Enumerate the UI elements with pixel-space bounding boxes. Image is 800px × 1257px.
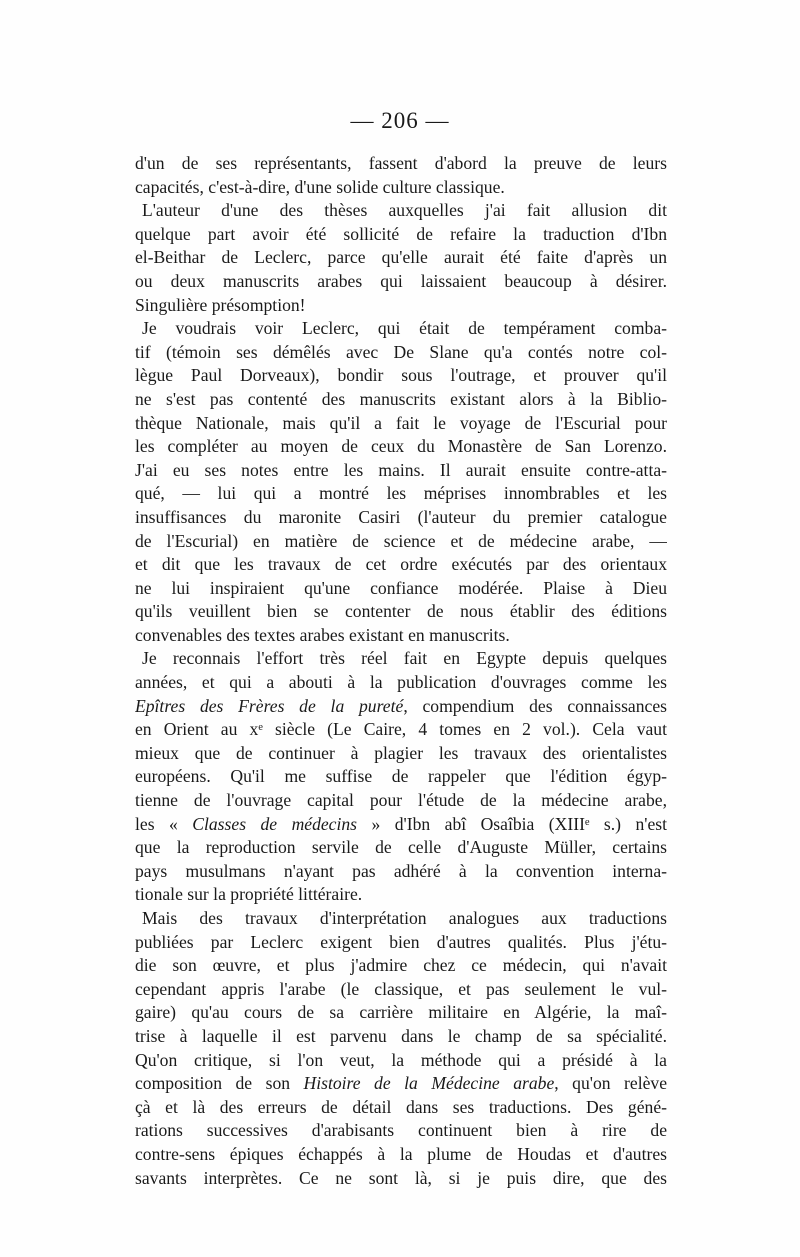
text-line: Mais des travaux d'interprétation analogues aux traductions — [142, 908, 667, 928]
text-line: rations successives d'arabisants continuent bien à rire de — [135, 1120, 667, 1141]
text-line: el-Beithar de Leclerc, parce qu'elle aurait été faite d'après un — [135, 247, 667, 268]
text-line: tionale sur la propriété littéraire. — [135, 884, 363, 905]
text-line: Je voudrais voir Leclerc, qui était de tempérament comba- — [142, 318, 667, 339]
text-line: ne s'est pas contenté des manuscrits existant alors à la Biblio- — [135, 388, 667, 409]
text-line — [135, 813, 667, 837]
text-line: et dit que les travaux de cet ordre exécutés par des orientaux — [135, 554, 667, 575]
text-line: en Orient au xᵉ siècle (Le Caire, 4 tomes en 2 vol.). Cela vaut — [135, 719, 667, 740]
text-span: les « — [135, 813, 193, 834]
text-line: quelque part avoir été sollicité de refaire la traduction d'Ibn — [135, 223, 667, 244]
text-line: contre-sens épiques échappés à la plume de Houdas et d'autres — [135, 1143, 667, 1164]
text-line: tienne de l'ouvrage capital pour l'étude de la médecine arabe, — [135, 790, 667, 811]
text-line: die son œuvre, et plus j'admire chez ce médecin, qui n'avait — [135, 955, 667, 976]
text-line: cependant appris l'arabe (le classique, et pas seulement le vul- — [135, 978, 667, 999]
text-line: thèque Nationale, mais qu'il a fait le voyage de l'Escurial pour — [135, 412, 667, 433]
text-line: trise à laquelle il est parvenu dans le champ de sa spécialité. — [135, 1025, 667, 1046]
text-line: pays musulmans n'ayant pas adhéré à la convention interna- — [135, 860, 667, 881]
text-line — [135, 1072, 667, 1096]
text-line: ou deux manuscrits arabes qui laissaient beaucoup à désirer. — [135, 270, 667, 291]
text-line: L'auteur d'une des thèses auxquelles j'ai fait allusion dit — [142, 200, 667, 221]
italic-title: Classes de médecins — [192, 813, 358, 834]
body-text — [135, 152, 667, 1190]
text-span: , qu'on relève — [554, 1073, 667, 1094]
text-line: qué, — lui qui a montré les méprises innombrables et les — [135, 483, 667, 504]
text-line: de l'Escurial) en matière de science et de médecine arabe, — — [135, 530, 667, 551]
text-line — [135, 695, 667, 719]
text-line: d'un de ses représentants, fassent d'abord la preuve de leurs — [135, 153, 667, 173]
text-span: » d'Ibn abî Osaîbia (XIIIᵉ s.) n'est — [357, 813, 667, 834]
text-line: gaire) qu'au cours de sa carrière militaire en Algérie, la maî- — [135, 1002, 667, 1023]
text-line: les compléter au moyen de ceux du Monastère de San Lorenzo. — [135, 436, 667, 457]
text-line: capacités, c'est-à-dire, d'une solide culture classique. — [135, 176, 505, 197]
text-span: composition de son — [135, 1073, 304, 1094]
text-line: Qu'on critique, si l'on veut, la méthode qui a présidé à la — [135, 1049, 667, 1070]
text-line: convenables des textes arabes existant en manuscrits. — [135, 624, 510, 645]
text-line: qu'ils veuillent bien se contenter de nous établir des éditions — [135, 601, 667, 622]
text-line: insuffisances du maronite Casiri (l'auteur du premier catalogue — [135, 506, 667, 527]
text-span: , compendium des connaissances — [403, 695, 667, 716]
page-number: — 206 — — [350, 108, 450, 133]
text-line: années, et qui a abouti à la publication d'ouvrages comme les — [135, 672, 667, 693]
text-line: Singulière présomption! — [135, 294, 306, 315]
text-line: mieux que de continuer à plagier les travaux des orientalistes — [135, 742, 667, 763]
italic-title: Histoire de la Médecine arabe — [303, 1073, 555, 1094]
italic-title: Epîtres des Frères de la pureté — [135, 695, 404, 716]
text-line: Je reconnais l'effort très réel fait en Egypte depuis quelques — [142, 648, 667, 669]
text-line: publiées par Leclerc exigent bien d'autres qualités. Plus j'étu- — [135, 931, 667, 952]
text-line: savants interprètes. Ce ne sont là, si je puis dire, que des — [135, 1167, 667, 1188]
text-line: ne lui inspiraient qu'une confiance modérée. Plaise à Dieu — [135, 577, 667, 598]
text-line: çà et là des erreurs de détail dans ses traductions. Des géné- — [135, 1096, 667, 1117]
text-line: que la reproduction servile de celle d'Auguste Müller, certains — [135, 837, 667, 858]
text-line: lègue Paul Dorveaux), bondir sous l'outrage, et prouver qu'il — [135, 365, 667, 386]
text-line: européens. Qu'il me suffise de rappeler que l'édition égyp- — [135, 766, 667, 787]
text-line: J'ai eu ses notes entre les mains. Il aurait ensuite contre-atta- — [135, 459, 667, 480]
text-line: tif (témoin ses démêlés avec De Slane qu'a contés notre col- — [135, 341, 667, 362]
